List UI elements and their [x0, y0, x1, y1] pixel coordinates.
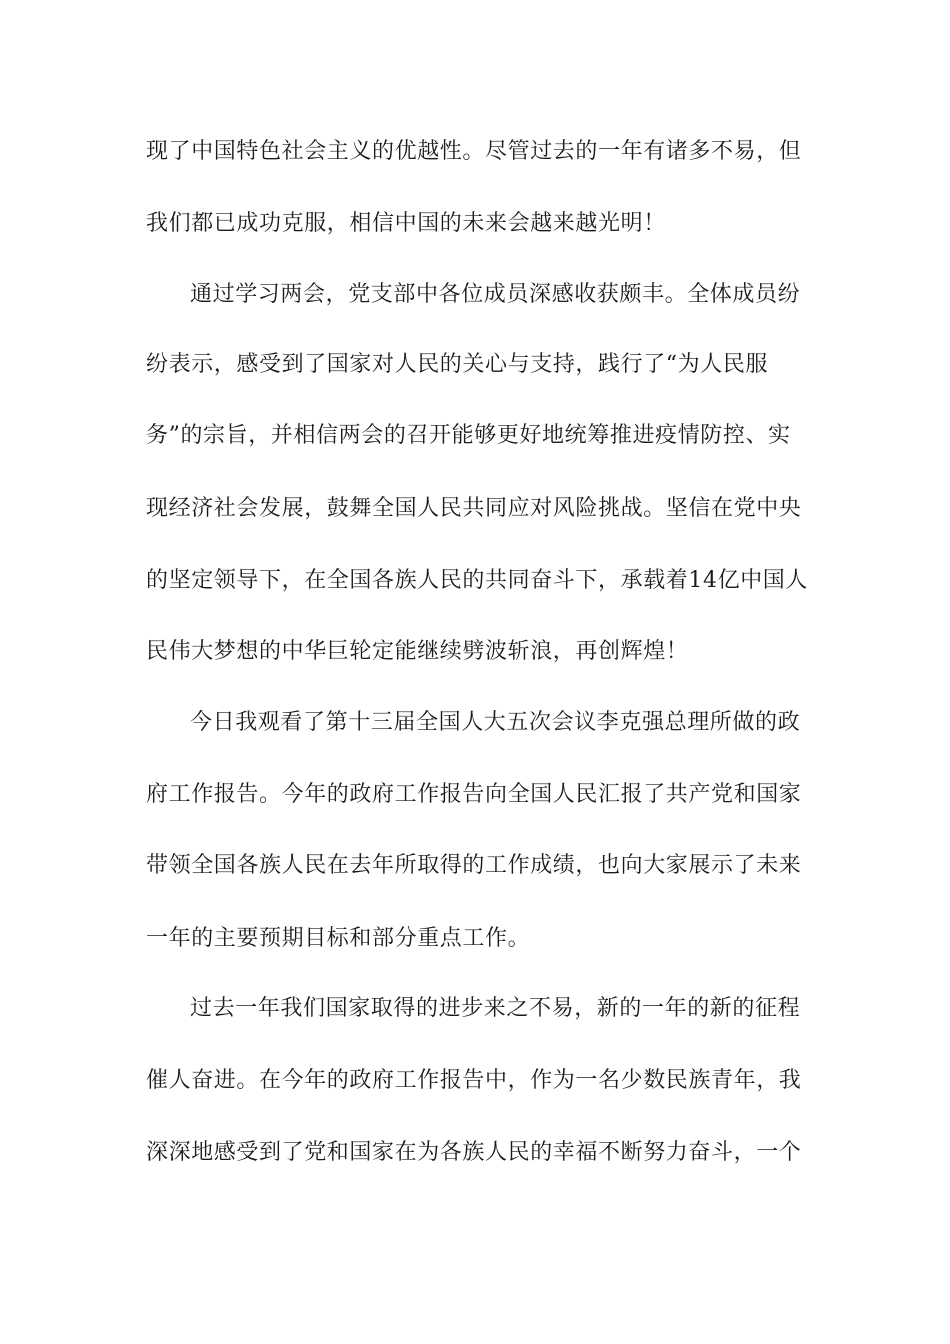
text-line: 纷表示，感受到了国家对人民的关心与支持，践行了“为人民服 [146, 352, 769, 377]
paragraph-first-line: 今日我观看了第十三届全国人大五次会议李克强总理所做的政 [190, 710, 801, 735]
paragraph-first-line: 过去一年我们国家取得的进步来之不易，新的一年的新的征程 [190, 996, 801, 1021]
paragraph-first-line: 通过学习两会，党支部中各位成员深感收获颇丰。全体成员纷 [190, 282, 801, 307]
text-line: 民伟大梦想的中华巨轮定能继续劈波斩浪，再创辉煌！ [146, 639, 689, 664]
text-line: 现了中国特色社会主义的优越性。尽管过去的一年有诸多不易，但 [146, 139, 802, 164]
text-line: 深深地感受到了党和国家在为各族人民的幸福不断努力奋斗，一个 [146, 1140, 802, 1165]
text-line: 务”的宗旨，并相信两会的召开能够更好地统筹推进疫情防控、实 [146, 423, 791, 448]
text-line: 一年的主要预期目标和部分重点工作。 [146, 926, 531, 951]
text-line: 的坚定领导下，在全国各族人民的共同奋斗下，承载着14亿中国人 [146, 568, 808, 593]
text-line: 现经济社会发展，鼓舞全国人民共同应对风险挑战。坚信在党中央 [146, 496, 802, 521]
text-line: 带领全国各族人民在去年所取得的工作成绩，也向大家展示了未来 [146, 853, 802, 878]
text-line: 府工作报告。今年的政府工作报告向全国人民汇报了共产党和国家 [146, 782, 802, 807]
text-line: 催人奋进。在今年的政府工作报告中，作为一名少数民族青年，我 [146, 1068, 802, 1093]
text-line: 我们都已成功克服，相信中国的未来会越来越光明！ [146, 211, 666, 236]
